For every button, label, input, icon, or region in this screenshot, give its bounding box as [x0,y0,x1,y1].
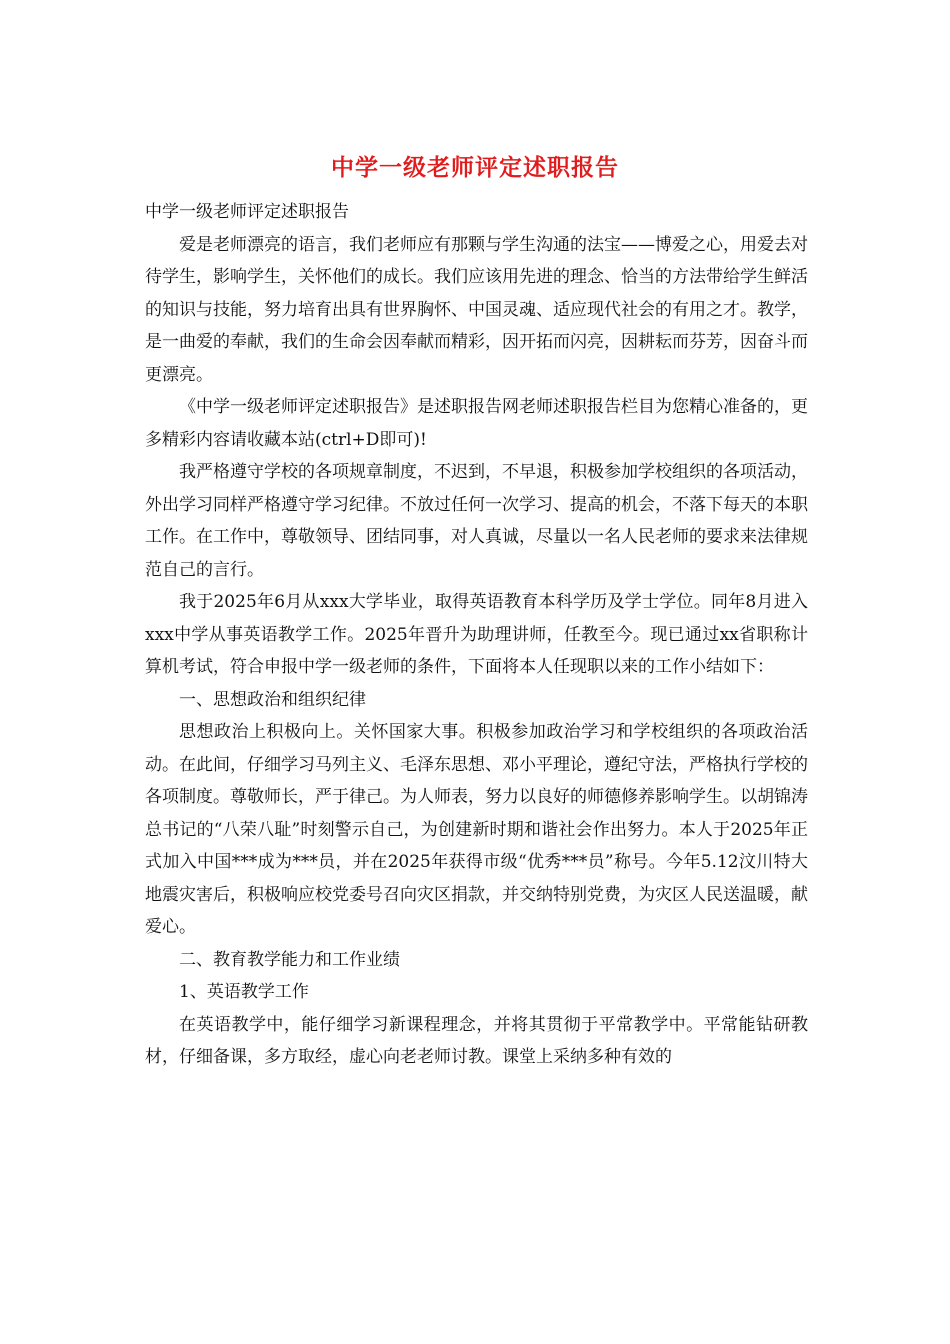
paragraph-discipline: 我严格遵守学校的各项规章制度，不迟到，不早退，积极参加学校组织的各项活动，外出学习同样严格遵守学习纪律。不放过任何一次学习、提高的机会，不落下每天的本职工作。在工作中，尊敬领导、团结同事，对人真诚，尽量以一名人民老师的要求来法律规范自己的言行。 [145,462,808,580]
document-body [145,196,808,1074]
paragraph-source-note: 《中学一级老师评定述职报告》是述职报告网老师述职报告栏目为您精心准备的，更多精彩内容请收藏本站(ctrl+D即可)! [145,397,808,450]
document-subtitle: 中学一级老师评定述职报告 [145,202,349,222]
paragraph-politics: 思想政治上积极向上。关怀国家大事。积极参加政治学习和学校组织的各项政治活动。在此间，仔细学习马列主义、毛泽东思想、邓小平理论，遵纪守法，严格执行学校的各项制度。尊敬师长，严于律己。为人师表，努力以良好的师德修养影响学生。以胡锦涛总书记的“八荣八耻”时刻警示自己，为创建新时期和谐社会作出努力。本人于2025年正式加入中国***成为***员，并在2025年获得市级“优秀***员”称号。今年5.12汶川特大地震灾害后，积极响应校党委号召向灾区捐款，并交纳特别党费，为灾区人民送温暖，献爱心。 [145,722,808,937]
section-heading-teaching: 二、教育教学能力和工作业绩 [179,949,400,970]
document-title: 中学一级老师评定述职报告 [331,154,619,181]
section-heading-politics: 一、思想政治和组织纪律 [179,689,366,710]
paragraph-intro: 爱是老师漂亮的语言，我们老师应有那颗与学生沟通的法宝——博爱之心，用爱去对待学生，影响学生，关怀他们的成长。我们应该用先进的理念、恰当的方法带给学生鲜活的知识与技能，努力培育出具有世界胸怀、中国灵魂、适应现代社会的有用之才。教学，是一曲爱的奉献，我们的生命会因奉献而精彩，因开拓而闪亮，因耕耘而芬芳，因奋斗而更漂亮。 [145,234,808,385]
paragraph-background: 我于2025年6月从xxx大学毕业，取得英语教育本科学历及学士学位。同年8月进入xxx中学从事英语教学工作。2025年晋升为助理讲师，任教至今。现已通过xx省职称计算机考试，符合申报中学一级老师的条件，下面将本人任现职以来的工作小结如下： [145,592,808,677]
paragraph-english-teaching: 在英语教学中，能仔细学习新课程理念，并将其贯彻于平常教学中。平常能钻研教材，仔细备课，多方取经，虚心向老老师讨教。课堂上采纳多种有效的 [145,1014,808,1067]
subsection-heading-english: 1、英语教学工作 [179,982,309,1002]
